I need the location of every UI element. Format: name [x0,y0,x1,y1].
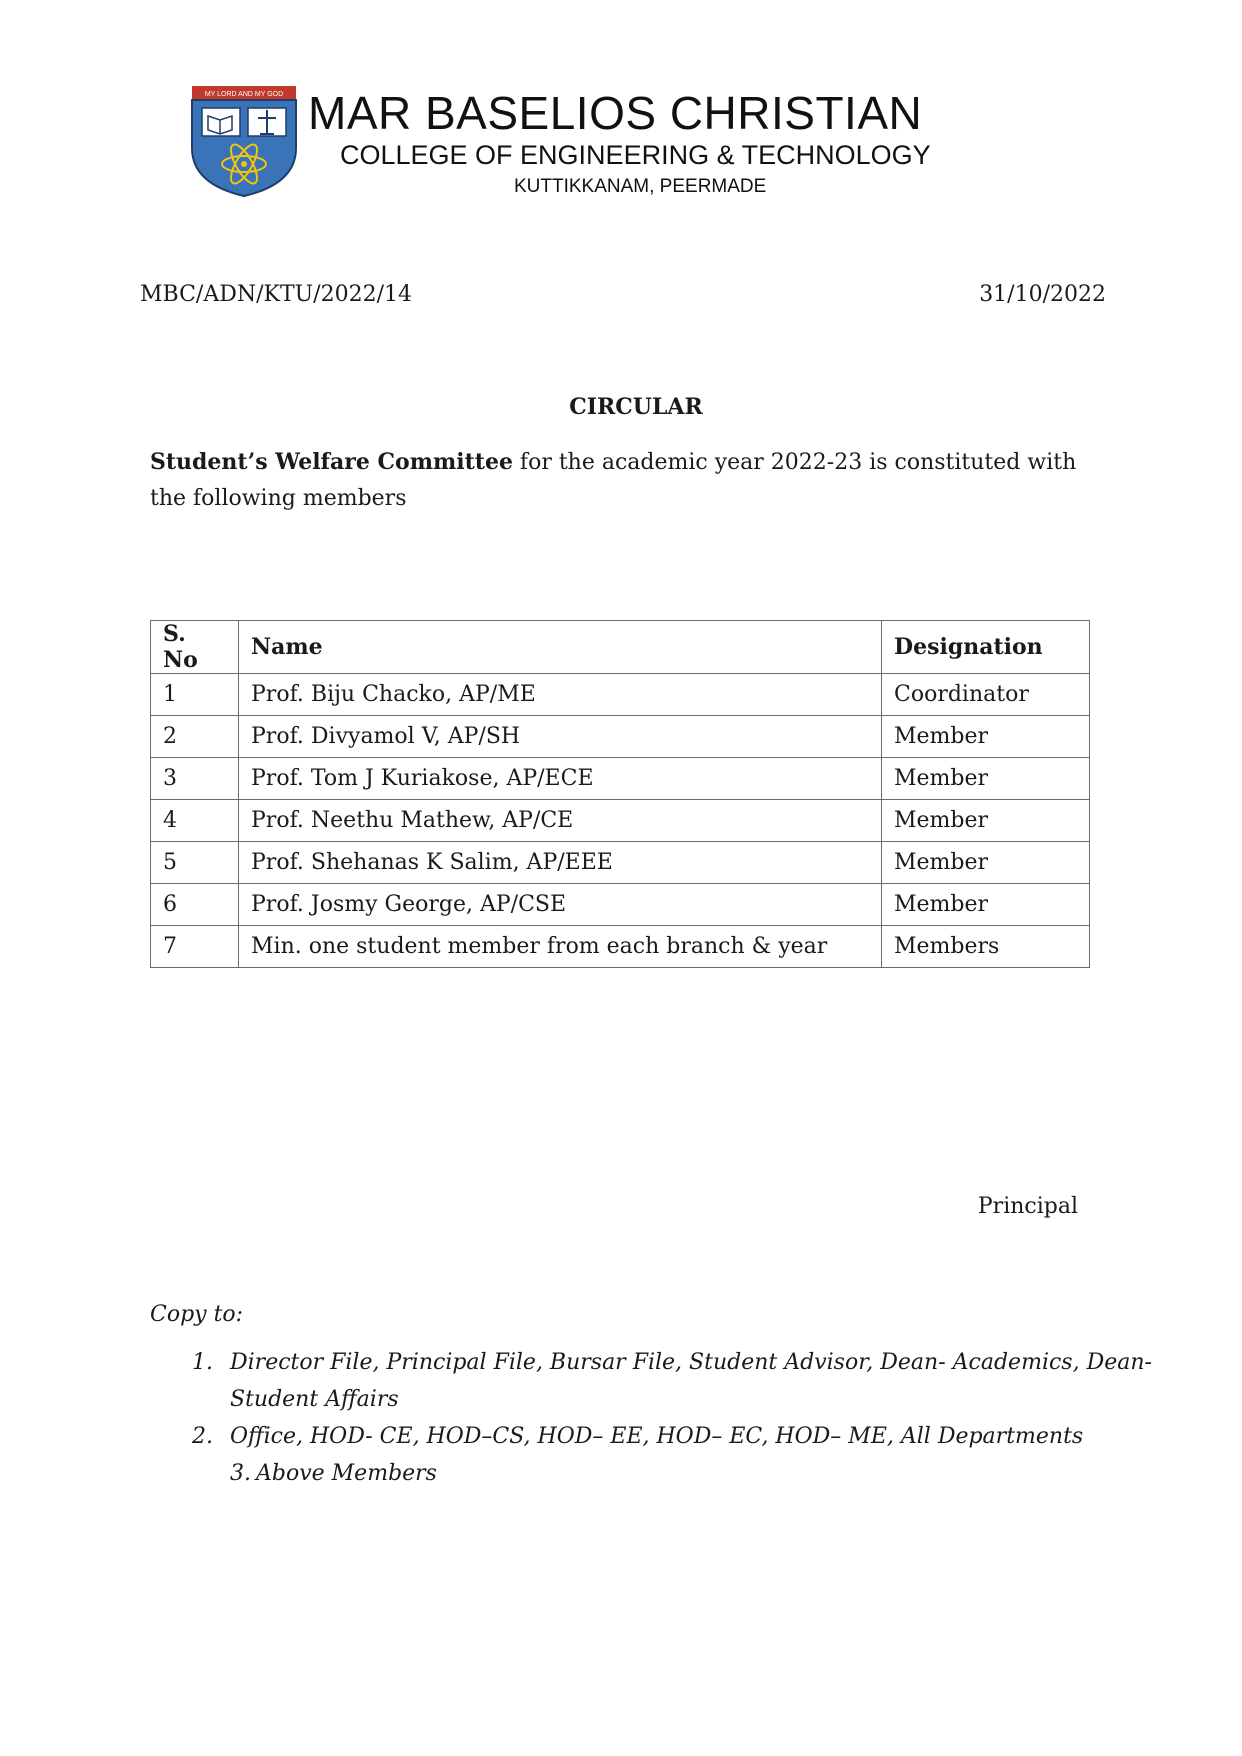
intro-paragraph [150,444,1110,517]
circular-date: 31/10/2022 [979,282,1106,307]
signatory-principal: Principal [977,1194,1078,1219]
table-row [151,884,1090,926]
header-designation: Designation [882,621,1090,674]
list-text: Above Members [256,1461,437,1486]
table-row [151,674,1090,716]
cell-designation: Member [882,842,1090,884]
cell-sno: 2 [151,716,239,758]
copy-to-label: Copy to: [150,1302,244,1327]
college-location: KUTTIKKANAM, PEERMADE [514,176,767,197]
table-header-row [151,621,1090,674]
cell-sno: 5 [151,842,239,884]
college-subtitle: COLLEGE OF ENGINEERING & TECHNOLOGY [340,140,931,170]
cell-sno: 6 [151,884,239,926]
list-text: Director File, Principal File, Bursar File, Student Advisor, Dean- Academics, Dean- [230,1350,1152,1375]
cell-designation: Member [882,884,1090,926]
table-row [151,758,1090,800]
cell-name: Min. one student member from each branch & year [239,926,882,968]
table-row [151,716,1090,758]
cell-designation: Member [882,716,1090,758]
letterhead [184,82,1014,202]
svg-text:MY LORD AND MY GOD: MY LORD AND MY GOD [204,91,284,98]
cell-designation: Member [882,758,1090,800]
cell-sno: 3 [151,758,239,800]
list-text-continued: Student Affairs [230,1387,399,1412]
table-row [151,842,1090,884]
cell-designation: Member [882,800,1090,842]
circular-title: CIRCULAR [569,394,703,420]
list-number: 2. [192,1424,213,1449]
header-sno: S. No [151,621,239,674]
college-name: MAR BASELIOS CHRISTIAN [308,87,923,139]
list-number: 3. [230,1461,251,1486]
cell-name: Prof. Shehanas K Salim, AP/EEE [239,842,882,884]
cell-name: Prof. Tom J Kuriakose, AP/ECE [239,758,882,800]
list-text: Office, HOD- CE, HOD–CS, HOD– EE, HOD– EC, HOD– ME, All Departments [230,1424,1084,1449]
cell-sno: 7 [151,926,239,968]
cell-designation: Coordinator [882,674,1090,716]
cell-name: Prof. Divyamol V, AP/SH [239,716,882,758]
reference-number: MBC/ADN/KTU/2022/14 [140,282,412,307]
cell-name: Prof. Biju Chacko, AP/ME [239,674,882,716]
cell-name: Prof. Neethu Mathew, AP/CE [239,800,882,842]
cell-designation: Members [882,926,1090,968]
cell-name: Prof. Josmy George, AP/CSE [239,884,882,926]
cell-sno: 1 [151,674,239,716]
table-row [151,800,1090,842]
header-name: Name [239,621,882,674]
committee-name: Student’s Welfare Committee [150,449,513,475]
members-table [150,620,1090,968]
list-number: 1. [192,1350,213,1375]
college-crest-logo [184,86,304,198]
cell-sno: 4 [151,800,239,842]
intro-text: for the academic year 2022-23 is constituted with the following members [150,450,1077,511]
table-row [151,926,1090,968]
